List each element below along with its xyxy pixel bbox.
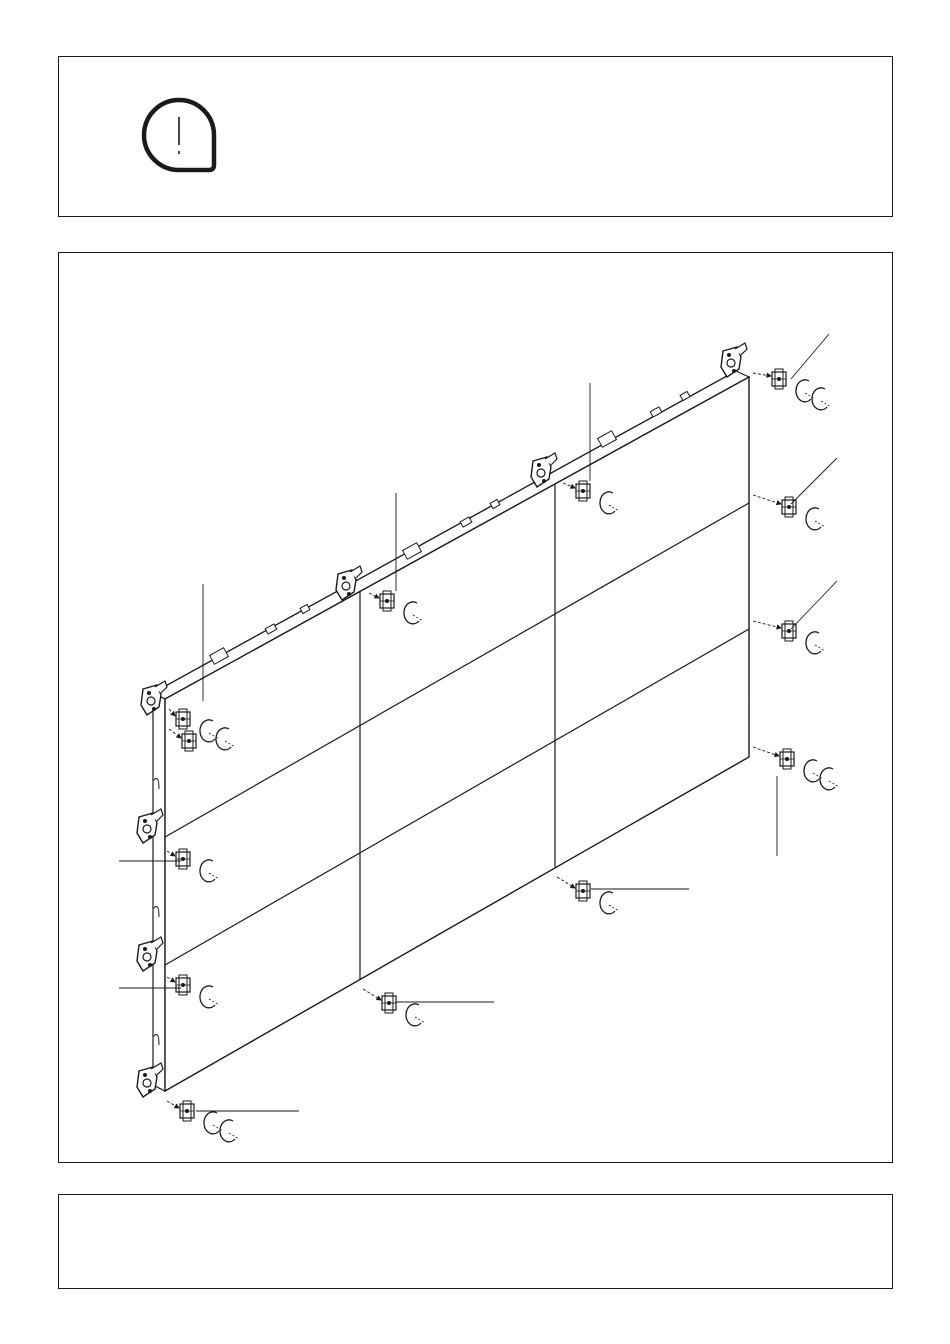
connector-plate (780, 749, 794, 769)
insertion-arrow (753, 373, 771, 376)
front-face (165, 377, 749, 1091)
insertion-arrow (753, 495, 781, 504)
warning-exclamation-icon (144, 100, 214, 170)
connector-assembly (363, 989, 425, 1026)
callout-line-6 (791, 581, 837, 629)
callout-line-5 (791, 458, 837, 504)
left-side (153, 693, 165, 1091)
notice-box (58, 56, 893, 217)
connector-plate (576, 881, 590, 901)
connector-plate (180, 1101, 194, 1121)
connector-assembly (753, 495, 825, 530)
caption-box (58, 1194, 893, 1289)
connector-plate (176, 849, 190, 869)
locking-clip-icon (806, 632, 825, 654)
led-wall (137, 343, 749, 1097)
connector-plate (176, 975, 190, 995)
connector-assembly (753, 747, 839, 790)
insertion-arrow (363, 989, 381, 1000)
bracket-top-right (721, 343, 747, 377)
insertion-arrow (557, 877, 575, 888)
connector-plate (382, 993, 396, 1013)
connector-plate (782, 497, 796, 517)
locking-clip-icon (600, 892, 619, 914)
connector-assembly (753, 369, 831, 410)
led-wall-assembly-diagram (59, 253, 892, 1162)
notice-icon-svg (59, 57, 892, 216)
callout-line-4 (791, 334, 829, 379)
connector-plate (182, 731, 196, 751)
locking-clip-icon (406, 1004, 425, 1026)
connector-assembly (167, 1101, 239, 1142)
connector-plate (772, 369, 786, 389)
connector-plate (576, 481, 590, 501)
connector-plate (380, 591, 394, 611)
locking-clip-icon (812, 388, 831, 410)
locking-clip-icon (220, 1120, 239, 1142)
connector-plate (176, 709, 190, 729)
connector-assembly (557, 877, 619, 914)
insertion-arrow (167, 1101, 179, 1108)
diagram-box (58, 252, 893, 1163)
locking-clip-icon (806, 508, 825, 530)
locking-clip-icon (820, 768, 839, 790)
insertion-arrow (753, 621, 781, 628)
connector-assembly (753, 621, 825, 654)
connector-plate (782, 621, 796, 641)
insertion-arrow (753, 747, 779, 756)
